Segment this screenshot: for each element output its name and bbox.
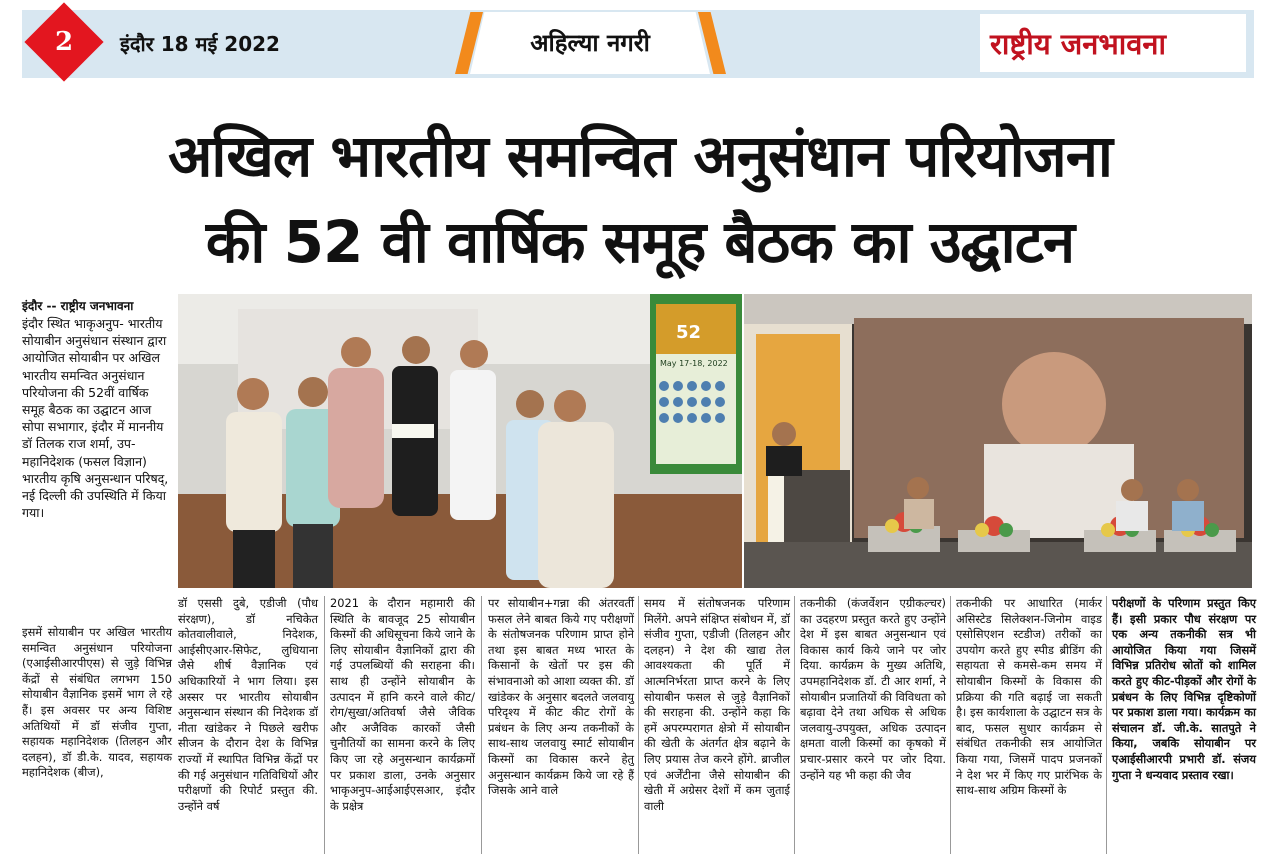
article-column-2: डॉ एससी दुबे, एडीजी (पौध संरक्षण), डॉ नचिकेत कोतवालीवाले, निदेशक, आईसीएआर-सिफेट, लुधियाना जैसे शीर्ष वैज्ञानिक एवं अधिकारियों ने भाग लिया। इस अस्सर पर भारतीय सोयाबीन अनुसन्धान संस्थान की निदेशक डॉ नीता खांडेकर ने पिछले खरीफ सीजन के दौरान देश के विभिन्न राज्यों में स्थापित विभिन्न केंद्रों पर की गई अनुसंधान गतिविधियों और परीक्षणों की रिपोर्ट प्रस्तुत की. उन्होंने वर्ष [178,596,318,813]
photo-felicitation-drawing [178,294,742,588]
banner-date: May 17-18, 2022 [660,359,728,368]
headline-line-2: की 52 वी वार्षिक समूह बैठक का उद्घाटन [205,208,1075,276]
photo-speaker-podium [744,294,1252,588]
photo-felicitation [178,294,742,588]
article-column-3: 2021 के दौरान महामारी की स्थिति के बावजूद 25 सोयाबीन किस्मों की अधिसूचना किये जाने के लिए सोयाबीन वैज्ञानिकों द्वारा की गई उपलब्धियों की सराहना की। साथ ही उन्होंने सोयाबीन के उत्पादन में हानि करने वाले कीट/रोग/सुखा/अतिवर्षा जैसे जैविक और अजैविक कारकों जैसी चुनौतियों का सामना करने के लिए किए जा रहे अनुसन्धान कार्यक्रमों पर प्रकाश डाला, उनके अनुसार भाकृअनुप-आईआईएसआर, इंदौर के प्रक्षेत्र [330,596,475,813]
photo-speaker-drawing [744,294,1252,588]
page-number: 2 [54,27,74,57]
date-line: इंदौर 18 मई 2022 [120,32,280,56]
banner-52: 52 [676,322,702,343]
column-divider [638,596,639,854]
lede-paragraph: इंदौर स्थित भाकृअनुप- भारतीय सोयाबीन अनुसंधान संस्थान द्वारा आयोजित सोयाबीन पर अखिल भारतीय समन्वित अनुसंधान परियोजना की 52वीं वार्षिक समूह बैठक का उद्घाटन आज सोपा सभागार, इंदौर में माननीय डॉ तिलक राज शर्मा, उप-महानिदेशक (फसल विज्ञान) भारतीय कृषि अनुसन्धान परिषद्, नई दिल्ली की उपस्थिति में किया गया। [22,316,169,521]
article-column-5: समय में संतोषजनक परिणाम मिलेंगे. अपने संक्षिप्त संबोधन में, डॉ संजीव गुप्ता, एडीजी (तिलहन और दलहन) ने देश की खाद्य तेल आवश्यकता की पूर्ति में आत्मनिर्भरता प्राप्त करने के लिए सोयाबीन फसल से जुड़े वैज्ञानिकों की सराहना की. उन्होंने कहा कि हमें अपरम्परागत क्षेत्रो में सोयाबीन की खेती के अंतर्गत क्षेत्र बढ़ाने के लिए प्रयास तेज करने होंगे. ब्राजील एवं अर्जेंटीना जैसे सोयाबीन की खेती में अग्रेसर देशों में कम जुताई वाली [644,596,790,813]
byline: इंदौर -- राष्ट्रीय जनभावना [22,299,134,313]
article-column-6: तकनीकी (कंजर्वेशन एग्रीकल्चर) का उदहरण प्रस्तुत करते हुए उन्होंने देश में इस बाबत अनुसन्धान एवं विकास कार्य किये जाने पर जोर दिया. कार्यक्रम के मुख्य अतिथि, उपमहानिदेशक डॉ. टी आर शर्मा, ने सोयाबीन प्रजातियों की विविधता को बढ़ावा देने तथा अधिक से अधिक जलवायु-उपयुक्त, अधिक उत्पादन क्षमता वाली किस्मों का कृषको में प्रचार-प्रसार करने पर जोर दिया. उन्होंने यह भी कहा की जैव [800,596,946,782]
section-name: अहिल्या नगरी [530,29,650,57]
column-divider [481,596,482,854]
column-divider [950,596,951,854]
column-divider [1106,596,1107,854]
masthead-logo: राष्ट्रीय जनभावना [990,27,1166,61]
column-divider [324,596,325,854]
article-column-7: तकनीकी पर आधारित (मार्कर असिस्टेड सिलेक्शन-जिनोम वाइड एसोसिएशन स्टडीज) तरीकों का उपयोग करते हुए स्पीड ब्रीडिंग की सहायता से कमसे-कम समय में सोयाबीन किस्मों के विकास की प्रक्रिया की गति बढ़ाई जा सकती है। इस कार्यशाला के उद्घाटन सत्र के बाद, फसल सुधार कार्यक्रम से संबंधित तकनीकी सत्र आयोजित किया गया, जिसमें पादप प्रजनकों ने देश भर में किए गए प्रारंभिक के साथ-साथ अग्रिम किस्मों के [956,596,1102,798]
article-column-1: इसमें सोयाबीन पर अखिल भारतीय समन्वित अनुसंधान परियोजना (एआईसीआरपीएस) से जुड़े विभिन्न केंद्रों से संबंधित लगभग 150 सोयाबीन वैज्ञानिक इसमें भाग ले रहे हैं। इस अवसर पर अन्य विशिष्ट अतिथियों में डॉ संजीव गुप्ता, सहायक महानिदेशक (तिलहन और दलहन), डॉ डी.के. यादव, सहायक महानिदेशक (बीज), [22,625,172,780]
article-column-8: परीक्षणों के परिणाम प्रस्तुत किए हैं। इसी प्रकार पौध संरक्षण पर एक अन्य तकनीकी सत्र भी आयोजित किया गया जिसमें विभिन्न प्रतिरोध स्रोतों को शामिल करते हुए कीट-पीड़कों और रोगों के प्रबंधन के लिए विभिन्न दृष्टिकोणों पर प्रकाश डाला गया। कार्यक्रम का संचालन डॉ. जी.के. सातपुते ने किया, जबकि सोयाबीन पर एआईसीआरपी प्रभारी डॉ. संजय गुप्ता ने धन्यवाद प्रस्ताव रखा। [1112,596,1256,782]
column-divider [794,596,795,854]
headline-line-1: अखिल भारतीय समन्वित अनुसंधान परियोजना [168,122,1112,190]
article-column-4: पर सोयाबीन+गन्ना की अंतरवर्ती फसल लेने बाबत किये गए परीक्षणों के संतोषजनक परिणाम प्राप्त होने तथा इस बाबत मध्य भारत के किसानों के खेतों पर इस की संभावनाओ को आशा व्यक्त की. डॉ खांडेकर के अनुसार बदलते जलवायु परिदृश्य में कीट कीट रोगों के प्रबंधन के लिए अन्य तकनीकों के साथ-साथ जलवायु स्मार्ट सोयाबीन किस्मों का विकास करने हेतु अनुसन्धान कार्यक्रम किये जा रहे हैं जिसके आने वाले [488,596,634,798]
